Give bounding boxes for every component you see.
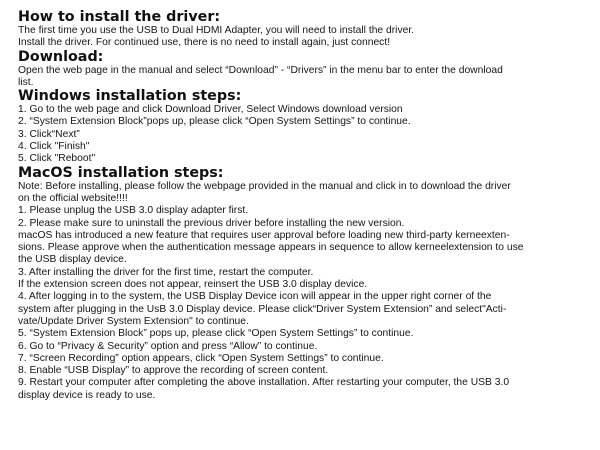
windows-section <box>18 89 582 165</box>
windows-step: 4. Click "Finish" <box>18 141 90 153</box>
macos-line: Note: Before installing, please follow the webpage provided in the manual and click in to download the driver <box>18 180 511 192</box>
install-section <box>18 10 582 50</box>
windows-step: 1. Go to the web page and click Download Driver, Select Windows download version <box>18 104 403 116</box>
install-line: The first time you use the USB to Dual HDMI Adapter, you will need to install the driver. <box>18 25 415 36</box>
macos-heading: MacOS installation steps: <box>18 164 224 181</box>
macos-line: 2. Please make sure to uninstall the previous driver before installing the new version. <box>18 217 405 229</box>
macos-line: the USB display device. <box>18 254 127 266</box>
install-line: Install the driver. For continued use, there is no need to install again, just connect! <box>18 37 391 49</box>
macos-section <box>18 166 582 402</box>
macos-line: 6. Go to “Privacy & Security” option and press “Allow” to continue. <box>18 340 318 352</box>
download-section <box>18 50 582 90</box>
macos-line: sions. Please approve when the authentication message appears in sequence to allow kerneelextension to use <box>18 242 524 254</box>
macos-line: 8. Enable “USB Display” to approve the recording of screen content. <box>18 365 329 377</box>
macos-line: 3. After installing the driver for the first time, restart the computer. <box>18 266 314 278</box>
install-heading: How to install the driver: <box>18 9 221 25</box>
macos-line: macOS has introduced a new feature that requires user approval before loading new third-party kerneexten- <box>18 229 510 241</box>
windows-step: 3. Click“Next” <box>18 128 80 140</box>
windows-step: 2. “System Extension Block”pops up, please click “Open System Settings” to continue. <box>18 116 411 128</box>
macos-line: vate/Update Driver System Extension" to continue. <box>18 315 249 327</box>
macos-line: If the extension screen does not appear, reinsert the USB 3.0 display device. <box>18 279 368 291</box>
macos-line: 4. After logging in to the system, the USB Display Device icon will appear in the upper right corner of the <box>18 291 492 303</box>
macos-line: 9. Restart your computer after completing the above installation. After restarting your computer, the USB 3.0 <box>18 377 510 389</box>
download-line: list. <box>18 76 34 88</box>
windows-heading: Windows installation steps: <box>18 88 242 105</box>
download-heading: Download: <box>18 48 104 65</box>
macos-line: 5. “System Extension Block” pops up, please click “Open System Settings” to continue. <box>18 328 414 340</box>
macos-line: 7. “Screen Recording” option appears, click “Open System Settings” to continue. <box>18 352 384 364</box>
macos-line: system after plugging in the UsB 3.0 Display device. Please click“Driver System Extension” and select"Acti- <box>18 303 507 315</box>
macos-line: display device is ready to use. <box>18 389 156 401</box>
windows-step: 5. Click "Reboot" <box>18 153 96 165</box>
download-line: Open the web page in the manual and select “Download” - “Drivers” in the menu bar to enter the download <box>18 64 503 76</box>
macos-line: 1. Please unplug the USB 3.0 display adapter first. <box>18 205 249 217</box>
macos-line: on the official website!!!! <box>18 192 128 204</box>
